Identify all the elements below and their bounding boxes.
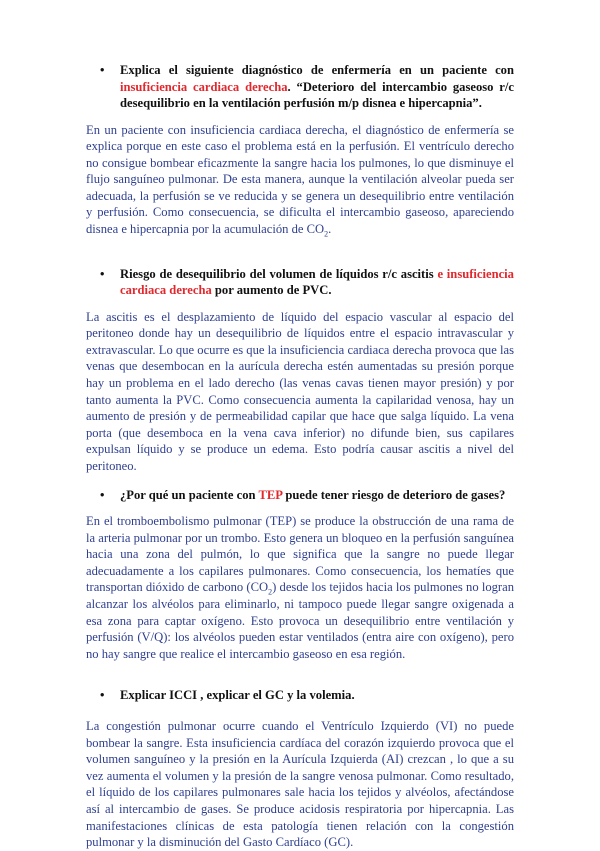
section-icci [86, 687, 514, 850]
bullet-icon: • [100, 688, 105, 703]
question-1 [86, 62, 514, 112]
answer-4: La congestión pulmonar ocurre cuando el Ventrículo Izquierdo (VI) no puede bombear la sangre. Esta insuficiencia cardíaca del corazón izquierdo provoca que el volumen sanguíneo y la presión en la Aurícula Izquierda (AI) crezcan , lo que a su vez aumenta el volumen y la presión de la sangre venosa pulmonar. Como resultado, el líquido de los capilares pulmonares sale hacia los tejidos y alvéolos, afectándose así al intercambio de gases. Se produce acidosis respiratoria por hipercapnia. Las manifestaciones clínicas de esta patología tienen relación con la congestión pulmonar y la disminución del Gasto Cardíaco (GC). [86, 718, 514, 850]
answer-1-end: . [328, 222, 332, 237]
answer-3-text: En el tromboembolismo pulmonar (TEP) se produce la obstrucción de una rama de la arteria pulmonar por un trombo. Esto genera un bloqueo en la perfusión sanguínea hacia una zona del pulmón, lo que significa que la sangre no puede llegar adecuadamente a los capilares pulmonares. Como consecuencia, los hematíes que transportan dióxido de carbono (CO [86, 514, 514, 595]
section-ascitis-risk [86, 266, 514, 475]
question-3 [86, 487, 514, 504]
answer-1-text: En un paciente con insuficiencia cardiaca derecha, el diagnóstico de enfermería se explica porque en este caso el problema está en la perfusión. El ventrículo derecho no consigue bombear eficazmente la sangre hacia los pulmones, lo que disminuye el flujo sanguíneo pulmonar. De esta manera, aunque la ventilación alveolar pueda ser adecuada, la perfusión se ve reducida y se genera un desequilibrio entre ventilación y perfusión. Como consecuencia, se dificulta el intercambio gaseoso, apareciendo disnea e hipercapnia por la acumulación de CO [86, 122, 514, 237]
question-2-highlight: e insuficiencia cardiaca derecha [120, 266, 514, 298]
question-1-highlight: insuficiencia cardiaca derecha [120, 79, 288, 94]
answer-3-text-end: ) desde los tejidos hacia los pulmones no logran alcanzar los alvéolos para eliminarlo, ni tampoco puede llegar sangre oxigenada a esa zona para captar oxígeno. Esto provoca un desequilibrio entre ventilación y perfusión (V/Q): los alvéolos pueden estar ventilados (entra aire con oxígeno), pero no hay sangre que realice el intercambio gaseoso en esa región. [86, 580, 514, 661]
question-2 [86, 266, 514, 299]
section-right-heart-failure-diagnosis [86, 62, 514, 238]
section-tep [86, 487, 514, 663]
answer-2: La ascitis es el desplazamiento de líquido del espacio vascular al espacio del peritoneo donde hay un desequilibrio de líquidos entre el espacio intravascular y extravascular. Lo que ocurre es que la insuficiencia cardiaca derecha provoca que las venas que desembocan en la aurícula derecha estén aumentadas su presión porque hay un problema en el lado derecho (las venas cavas tienen mayor presión) y por tanto aumenta la PVC. Como consecuencia aumenta la capilaridad venosa, hay un aumento de presión y de permeabilidad capilar que hace que salga líquido. La vena porta (que desemboca en la vena cava inferior) no difunde bien, sus capilares expulsan líquido y se produce un edema. Esto podría causar ascitis a nivel del peritoneo. [86, 309, 514, 473]
answer-1 [86, 122, 514, 238]
question-2-text-end: por aumento de PVC. [211, 283, 332, 298]
answer-1-subscript: 2 [324, 229, 329, 239]
bullet-icon: • [100, 266, 105, 281]
question-1-text: Explica el siguiente diagnóstico de enfermería en un paciente con [120, 63, 514, 77]
answer-3-subscript: 2 [268, 587, 273, 597]
question-2-text: Riesgo de desequilibrio del volumen de líquidos r/c ascitis [120, 266, 438, 281]
question-4 [86, 687, 514, 704]
question-3-highlight: TEP [258, 487, 283, 502]
question-3-text: ¿Por qué un paciente con [120, 487, 259, 502]
question-1-text-end: . “Deterioro del intercambio gaseoso r/c desequilibrio en la ventilación perfusión m/p disnea e hipercapnia”. [120, 79, 514, 110]
question-3-text-end: puede tener riesgo de deterioro de gases? [282, 487, 506, 502]
question-4-text: Explicar ICCI , explicar el GC y la volemia. [120, 688, 355, 703]
bullet-icon: • [100, 487, 105, 502]
bullet-icon: • [100, 63, 105, 77]
answer-3 [86, 513, 514, 662]
